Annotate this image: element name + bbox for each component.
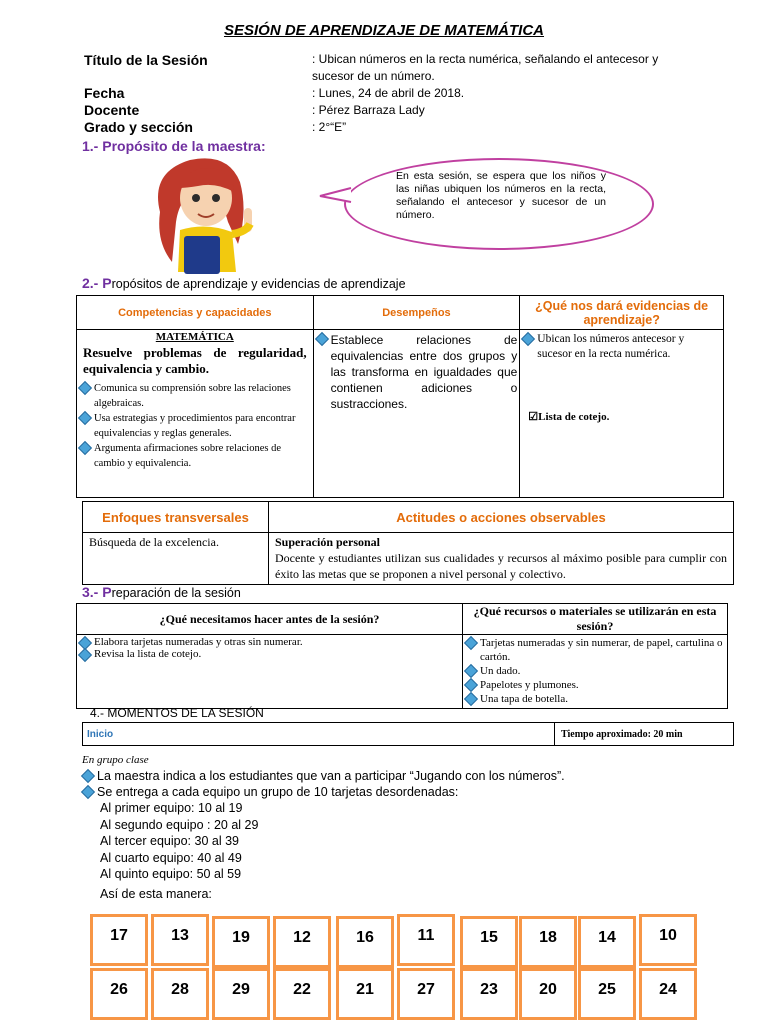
number-card: 12 xyxy=(273,916,331,968)
antes-cell xyxy=(77,635,463,709)
grupo-label: En grupo clase xyxy=(82,754,149,766)
desempeno-cell xyxy=(313,330,520,498)
bullet-icon xyxy=(465,693,476,704)
page-title: SESIÓN DE APRENDIZAJE DE MATEMÁTICA xyxy=(223,22,545,39)
section2-title-text: ropósitos de aprendizaje y evidencias de aprendizaje xyxy=(111,277,406,291)
equipo-line: Al cuarto equipo: 40 al 49 xyxy=(100,851,242,865)
number-card: 17 xyxy=(90,914,148,966)
number-card: 11 xyxy=(397,914,455,966)
number-card: 27 xyxy=(397,968,455,1020)
bullet-icon xyxy=(522,333,533,344)
docente-value: : Pérez Barraza Lady xyxy=(312,103,425,117)
bullet-icon xyxy=(316,333,327,344)
number-card: 25 xyxy=(578,968,636,1020)
titulo-value-2: sucesor de un número. xyxy=(312,69,435,83)
asi-label: Así de esta manera: xyxy=(100,887,212,901)
fecha-value: : Lunes, 24 de abril de 2018. xyxy=(312,86,465,100)
col-desempenos: Desempeños xyxy=(313,296,520,330)
bullet-icon xyxy=(465,665,476,676)
valor-text: Superación personal xyxy=(275,535,381,549)
col-actitudes: Actitudes o acciones observables xyxy=(269,502,734,533)
bubble-text: En esta sesión, se espera que los niños y las niñas ubiquen los números en la recta, señalando el antecesor y sucesor de un número. xyxy=(396,170,606,221)
recurso-item: Tarjetas numeradas y sin numerar, de papel, cartulina o cartón. xyxy=(465,636,725,664)
titulo-value: : Ubican números en la recta numérica, señalando el antecesor y xyxy=(312,52,659,66)
col-enfoques: Enfoques transversales xyxy=(83,502,269,533)
titulo-label: Título de la Sesión xyxy=(84,52,208,68)
area-label: MATEMÁTICA xyxy=(155,331,234,343)
section3-title xyxy=(82,584,241,600)
number-card: 16 xyxy=(336,916,394,968)
competencia-text: Resuelve problemas de regularidad, equivalencia y cambio. xyxy=(83,345,307,376)
bullet-icon xyxy=(79,442,90,453)
antes-item: Elabora tarjetas numeradas y otras sin numerar. xyxy=(79,636,460,648)
recurso-item: Un dado. xyxy=(465,664,725,678)
recursos-cell xyxy=(463,635,728,709)
purposes-table xyxy=(76,295,724,498)
number-card: 10 xyxy=(639,914,697,966)
number-card: 23 xyxy=(460,968,518,1020)
equipo-line: Al primer equipo: 10 al 19 xyxy=(100,801,243,815)
section1-title: 1.- Propósito de la maestra: xyxy=(82,138,266,154)
inicio-label: Inicio xyxy=(83,723,555,746)
recurso-item: Una tapa de botella. xyxy=(465,692,725,706)
inicio-bar xyxy=(82,722,734,746)
bullet-icon xyxy=(79,649,90,660)
tiempo-label: Tiempo aproximado: 20 min xyxy=(555,723,734,746)
number-card: 26 xyxy=(90,968,148,1020)
bullet-icon xyxy=(82,786,93,797)
col-evidencias: ¿Qué nos dará evidencias de aprendizaje? xyxy=(520,296,724,330)
preparation-table xyxy=(76,603,728,709)
number-card: 22 xyxy=(273,968,331,1020)
number-card: 14 xyxy=(578,916,636,968)
equipo-line: Al tercer equipo: 30 al 39 xyxy=(100,834,239,848)
instrumento-text: ☑Lista de cotejo. xyxy=(528,411,610,423)
bullet-icon xyxy=(79,412,90,423)
competencias-cell xyxy=(77,330,314,498)
teacher-illustration xyxy=(150,152,266,276)
number-card: 21 xyxy=(336,968,394,1020)
number-card: 18 xyxy=(519,916,577,968)
bullet-icon xyxy=(465,679,476,690)
number-card: 24 xyxy=(639,968,697,1020)
section2-title xyxy=(82,275,406,291)
enfoques-table xyxy=(82,501,734,585)
inicio-bullet: La maestra indica a los estudiantes que van a participar “Jugando con los números”. xyxy=(82,769,565,783)
section3-title-text: reparación de la sesión xyxy=(111,586,241,600)
col-competencias: Competencias y capacidades xyxy=(77,296,314,330)
capacidad-item: Comunica su comprensión sobre las relaciones algebraicas. xyxy=(79,381,311,411)
actitudes-cell xyxy=(269,533,734,585)
actitud-text: Docente y estudiantes utilizan sus cualidades y recursos al máximo posible para cumplir con éxito las metas que se proponen a nivel personal y colectivo. xyxy=(275,551,727,581)
inicio-bullet: Se entrega a cada equipo un grupo de 10 tarjetas desordenadas: xyxy=(82,785,458,799)
number-card: 13 xyxy=(151,914,209,966)
number-card: 20 xyxy=(519,968,577,1020)
number-card: 28 xyxy=(151,968,209,1020)
number-card: 29 xyxy=(212,968,270,1020)
grado-value: : 2°“E” xyxy=(312,120,347,134)
antes-item: Revisa la lista de cotejo. xyxy=(79,648,460,660)
evidencia-text: Ubican los números antecesor y sucesor en la recta numérica. xyxy=(537,333,685,360)
col-antes: ¿Qué necesitamos hacer antes de la sesión? xyxy=(77,604,463,635)
recurso-item: Papelotes y plumones. xyxy=(465,678,725,692)
section4-title: 4.- MOMENTOS DE LA SESIÓN xyxy=(90,706,264,720)
bubble-tail xyxy=(318,186,352,206)
grado-label: Grado y sección xyxy=(84,119,193,135)
enfoque-text: Búsqueda de la excelencia. xyxy=(83,533,269,585)
bullet-icon xyxy=(82,770,93,781)
number-card: 19 xyxy=(212,916,270,968)
capacidad-item: Argumenta afirmaciones sobre relaciones de cambio y equivalencia. xyxy=(79,441,311,471)
section3-num: 3.- P xyxy=(82,584,112,600)
desempeno-text: Establece relaciones de equivalencias entre dos grupos y las transforma en igualdades que contienen adiciones o sustracciones. xyxy=(330,333,518,411)
col-recursos: ¿Qué recursos o materiales se utilizarán en esta sesión? xyxy=(463,604,728,635)
fecha-label: Fecha xyxy=(84,85,125,101)
docente-label: Docente xyxy=(84,102,140,118)
number-card: 15 xyxy=(460,916,518,968)
equipo-line: Al segundo equipo : 20 al 29 xyxy=(100,818,259,832)
capacidad-item: Usa estrategias y procedimientos para encontrar equivalencias y reglas generales. xyxy=(79,411,311,441)
bullet-icon xyxy=(465,637,476,648)
bullet-icon xyxy=(79,637,90,648)
evidencias-cell xyxy=(520,330,724,498)
equipo-line: Al quinto equipo: 50 al 59 xyxy=(100,867,242,881)
section2-num: 2.- P xyxy=(82,275,112,291)
bullet-icon xyxy=(79,382,90,393)
